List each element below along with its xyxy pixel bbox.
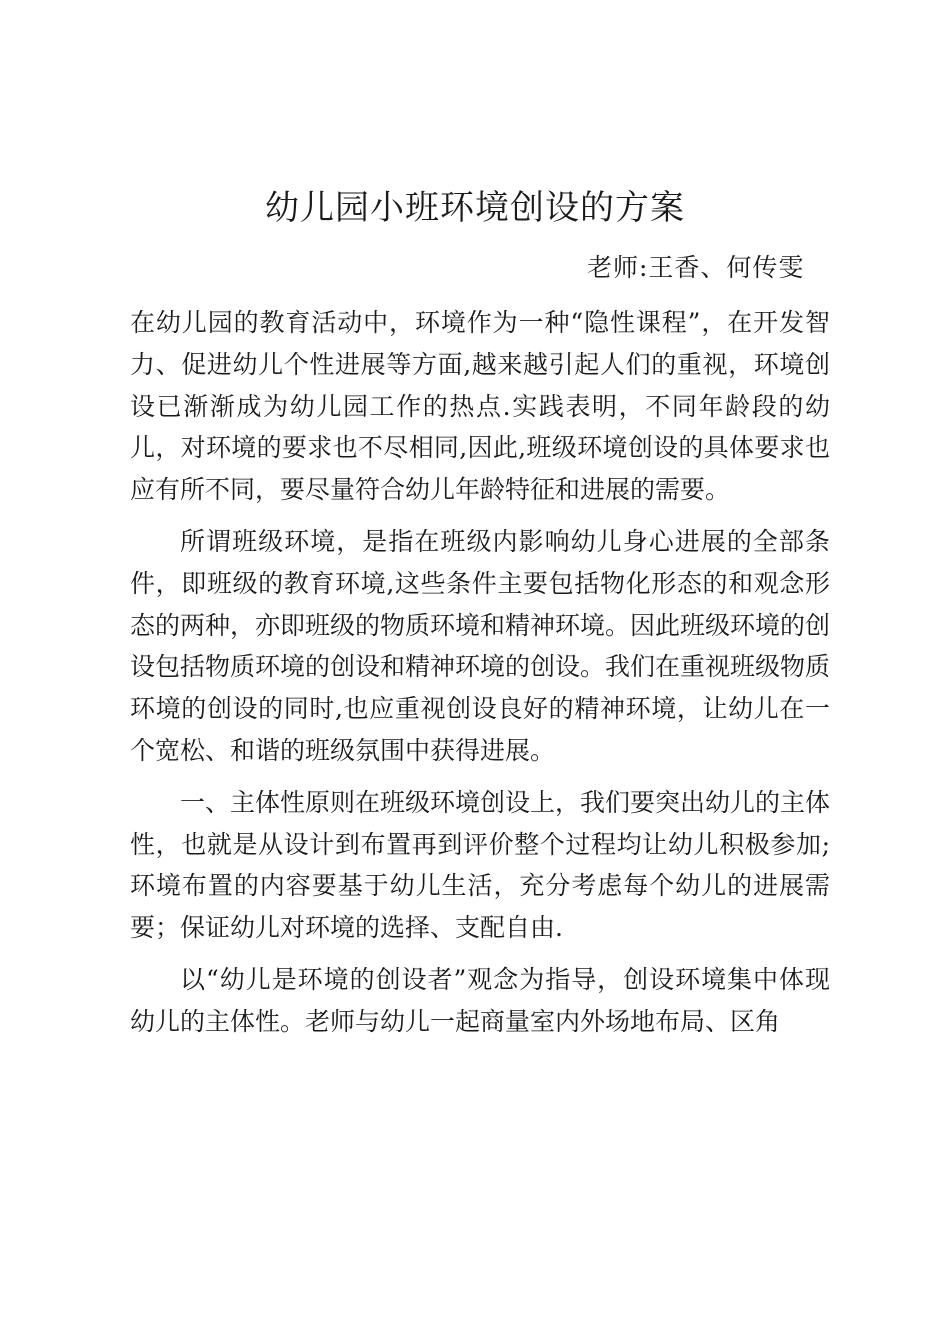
document-author: 老师:王香、何传雯 [587, 253, 805, 282]
paragraph-principle-subjectivity: 一、主体性原则在班级环境创设上，我们要突出幼儿的主体性，也就是从设计到布置再到评价整个过程均让幼儿积极参加;环境布置的内容要基于幼儿生活，充分考虑每个幼儿的进展需要；保证幼儿对环境的选择、支配自由. [130, 787, 831, 943]
paragraph-intro: 在幼儿园的教育活动中，环境作为一种“隐性课程”，在开发智力、促进幼儿个性进展等方面,越来越引起人们的重视，环境创设已渐渐成为幼儿园工作的热点.实践表明，不同年龄段的幼儿，对环境的要求也不尽相同,因此,班级环境创设的具体要求也应有所不同，要尽量符合幼儿年龄特征和进展的需要。 [130, 308, 830, 505]
paragraph-class-environment: 所谓班级环境，是指在班级内影响幼儿身心进展的全部条件，即班级的教育环境,这些条件主要包括物化形态的和观念形态的两种，亦即班级的物质环境和精神环境。因此班级环境的创设包括物质环境的创设和精神环境的创设。我们在重视班级物质环境的创设的同时,也应重视创设良好的精神环境，让幼儿在一个宽松、和谐的班级氛围中获得进展。 [130, 526, 831, 765]
document-body [130, 302, 830, 1053]
paragraph-child-as-creator: 以“幼儿是环境的创设者”观念为指导，创设环境集中体现幼儿的主体性。老师与幼儿一起商量室内外场地布局、区角 [130, 964, 830, 1036]
document-title: 幼儿园小班环境创设的方案 [265, 188, 685, 228]
